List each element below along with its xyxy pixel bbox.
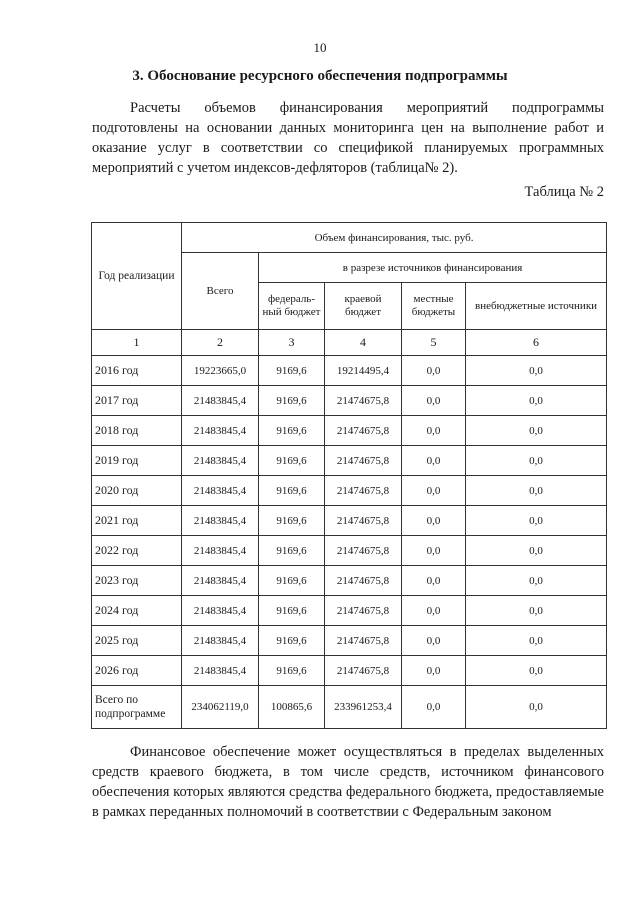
federal-cell: 9169,6 bbox=[259, 446, 325, 476]
local-cell: 0,0 bbox=[402, 506, 466, 536]
local-cell: 0,0 bbox=[402, 596, 466, 626]
year-cell: 2022 год bbox=[92, 536, 182, 566]
federal-cell: 9169,6 bbox=[259, 536, 325, 566]
extrabudgetary-cell: 0,0 bbox=[466, 626, 607, 656]
year-cell: Всего по подпрограмме bbox=[92, 686, 182, 729]
federal-cell: 9169,6 bbox=[259, 356, 325, 386]
year-cell: 2026 год bbox=[92, 656, 182, 686]
year-cell: 2017 год bbox=[92, 386, 182, 416]
local-cell: 0,0 bbox=[402, 356, 466, 386]
page-number: 10 bbox=[313, 40, 327, 55]
total-cell: 21483845,4 bbox=[182, 416, 259, 446]
column-number: 6 bbox=[466, 330, 607, 356]
local-cell: 0,0 bbox=[402, 446, 466, 476]
federal-cell: 9169,6 bbox=[259, 626, 325, 656]
year-cell: 2024 год bbox=[92, 596, 182, 626]
header-by-source: в разрезе источников финансирования bbox=[259, 253, 607, 283]
total-cell: 21483845,4 bbox=[182, 596, 259, 626]
year-cell: 2025 год bbox=[92, 626, 182, 656]
regional-cell: 21474675,8 bbox=[325, 596, 402, 626]
federal-cell: 9169,6 bbox=[259, 566, 325, 596]
extrabudgetary-cell: 0,0 bbox=[466, 686, 607, 729]
column-number: 2 bbox=[182, 330, 259, 356]
table-caption: Таблица № 2 bbox=[524, 184, 604, 200]
extrabudgetary-cell: 0,0 bbox=[466, 536, 607, 566]
federal-cell: 100865,6 bbox=[259, 686, 325, 729]
regional-cell: 21474675,8 bbox=[325, 656, 402, 686]
column-number: 1 bbox=[92, 330, 182, 356]
federal-cell: 9169,6 bbox=[259, 386, 325, 416]
extrabudgetary-cell: 0,0 bbox=[466, 446, 607, 476]
extrabudgetary-cell: 0,0 bbox=[466, 356, 607, 386]
federal-cell: 9169,6 bbox=[259, 416, 325, 446]
local-cell: 0,0 bbox=[402, 386, 466, 416]
table-row bbox=[92, 596, 607, 626]
regional-cell: 233961253,4 bbox=[325, 686, 402, 729]
total-cell: 234062119,0 bbox=[182, 686, 259, 729]
local-cell: 0,0 bbox=[402, 656, 466, 686]
year-cell: 2018 год bbox=[92, 416, 182, 446]
federal-cell: 9169,6 bbox=[259, 656, 325, 686]
column-number: 3 bbox=[259, 330, 325, 356]
extrabudgetary-cell: 0,0 bbox=[466, 566, 607, 596]
table-row bbox=[92, 386, 607, 416]
local-cell: 0,0 bbox=[402, 416, 466, 446]
table-row bbox=[92, 416, 607, 446]
regional-cell: 21474675,8 bbox=[325, 566, 402, 596]
federal-cell: 9169,6 bbox=[259, 596, 325, 626]
local-cell: 0,0 bbox=[402, 476, 466, 506]
total-cell: 21483845,4 bbox=[182, 386, 259, 416]
column-number: 5 bbox=[402, 330, 466, 356]
regional-cell: 21474675,8 bbox=[325, 536, 402, 566]
column-number-row bbox=[92, 330, 607, 356]
total-cell: 19223665,0 bbox=[182, 356, 259, 386]
closing-paragraph: Финансовое обеспечение может осуществляться в пределах выделенных средств краевого бюджета, в том числе средств, источником финансового обеспечения которых являются средства федерального бюджета, предоставляемые в рамках переданных полномочий в соответствии с Федеральным законом bbox=[92, 744, 604, 820]
header-regional: краевой бюджет bbox=[325, 283, 402, 330]
federal-cell: 9169,6 bbox=[259, 476, 325, 506]
table-row bbox=[92, 626, 607, 656]
financing-table bbox=[91, 222, 607, 729]
regional-cell: 21474675,8 bbox=[325, 386, 402, 416]
section-title: 3. Обоснование ресурсного обеспечения подпрограммы bbox=[132, 68, 508, 84]
regional-cell: 21474675,8 bbox=[325, 626, 402, 656]
extrabudgetary-cell: 0,0 bbox=[466, 596, 607, 626]
header-year: Год реализации bbox=[92, 223, 182, 330]
table-row bbox=[92, 356, 607, 386]
table-total-row bbox=[92, 686, 607, 729]
total-cell: 21483845,4 bbox=[182, 566, 259, 596]
header-extrabudgetary: внебюджетные источники bbox=[466, 283, 607, 330]
extrabudgetary-cell: 0,0 bbox=[466, 656, 607, 686]
table-row bbox=[92, 476, 607, 506]
header-local: местные бюджеты bbox=[402, 283, 466, 330]
total-cell: 21483845,4 bbox=[182, 626, 259, 656]
regional-cell: 19214495,4 bbox=[325, 356, 402, 386]
total-cell: 21483845,4 bbox=[182, 506, 259, 536]
regional-cell: 21474675,8 bbox=[325, 506, 402, 536]
year-cell: 2023 год bbox=[92, 566, 182, 596]
year-cell: 2021 год bbox=[92, 506, 182, 536]
header-funding-volume: Объем финансирования, тыс. руб. bbox=[182, 223, 607, 253]
regional-cell: 21474675,8 bbox=[325, 446, 402, 476]
total-cell: 21483845,4 bbox=[182, 536, 259, 566]
local-cell: 0,0 bbox=[402, 566, 466, 596]
federal-cell: 9169,6 bbox=[259, 506, 325, 536]
total-cell: 21483845,4 bbox=[182, 446, 259, 476]
header-federal: федераль-ный бюджет bbox=[259, 283, 325, 330]
extrabudgetary-cell: 0,0 bbox=[466, 416, 607, 446]
local-cell: 0,0 bbox=[402, 626, 466, 656]
table-row bbox=[92, 656, 607, 686]
year-cell: 2019 год bbox=[92, 446, 182, 476]
year-cell: 2020 год bbox=[92, 476, 182, 506]
regional-cell: 21474675,8 bbox=[325, 416, 402, 446]
table-row bbox=[92, 536, 607, 566]
extrabudgetary-cell: 0,0 bbox=[466, 506, 607, 536]
local-cell: 0,0 bbox=[402, 536, 466, 566]
total-cell: 21483845,4 bbox=[182, 476, 259, 506]
year-cell: 2016 год bbox=[92, 356, 182, 386]
table-row bbox=[92, 506, 607, 536]
total-cell: 21483845,4 bbox=[182, 656, 259, 686]
intro-paragraph: Расчеты объемов финансирования мероприятий подпрограммы подготовлены на основании данных мониторинга цен на выполнение работ и оказание услуг в соответствии со спецификой планируемых программных мероприятий с учетом индексов-дефляторов (таблица№ 2). bbox=[92, 100, 604, 176]
header-total: Всего bbox=[182, 253, 259, 330]
regional-cell: 21474675,8 bbox=[325, 476, 402, 506]
column-number: 4 bbox=[325, 330, 402, 356]
local-cell: 0,0 bbox=[402, 686, 466, 729]
extrabudgetary-cell: 0,0 bbox=[466, 386, 607, 416]
table-row bbox=[92, 446, 607, 476]
extrabudgetary-cell: 0,0 bbox=[466, 476, 607, 506]
table-row bbox=[92, 566, 607, 596]
